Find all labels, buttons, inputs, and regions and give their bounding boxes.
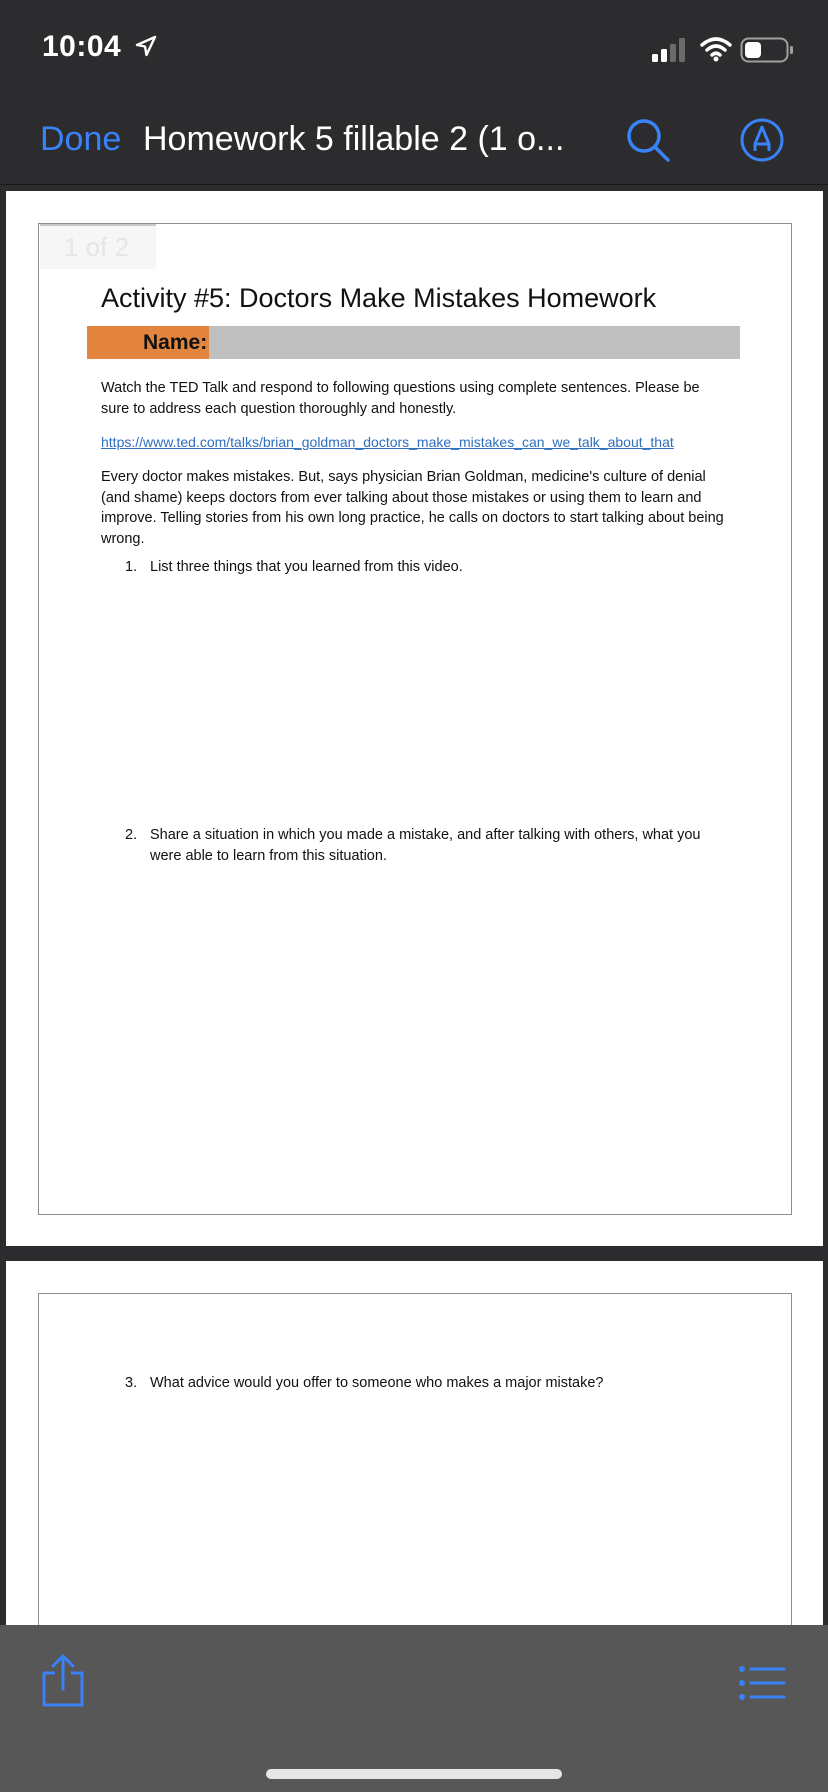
activity-title: Activity #5: Doctors Make Mistakes Homework xyxy=(101,283,657,313)
search-icon[interactable] xyxy=(624,116,672,164)
document-viewer[interactable] xyxy=(0,185,828,1625)
share-icon[interactable] xyxy=(40,1653,86,1707)
instructions-paragraph: Watch the TED Talk and respond to following questions using complete sentences. Please be sure to address each question thoroughly and honestly. xyxy=(101,380,700,417)
question-1 xyxy=(125,557,735,578)
document-title: Homework 5 fillable 2 (1 o... xyxy=(143,120,565,158)
question-2 xyxy=(125,825,735,866)
question-number: 2. xyxy=(125,827,138,843)
done-button[interactable]: Done xyxy=(40,120,122,158)
markup-pen-icon[interactable] xyxy=(738,116,786,164)
bottom-toolbar xyxy=(0,1625,828,1792)
question-3 xyxy=(125,1373,735,1394)
status-bar xyxy=(0,0,828,96)
question-number: 3. xyxy=(125,1375,138,1391)
page-indicator: 1 of 2 xyxy=(40,225,156,269)
pdf-page-1 xyxy=(6,191,823,1246)
battery-icon xyxy=(740,36,796,64)
page-border xyxy=(38,223,792,1215)
summary-paragraph: Every doctor makes mistakes. But, says physician Brian Goldman, medicine's culture of denial (and shame) keeps doctors from ever talking about those mistakes or using them to learn and improve. Telling stories from his own long practice, he calls on doctors to start talking about being wrong. xyxy=(101,469,724,547)
name-field[interactable] xyxy=(87,326,740,359)
question-text: What advice would you offer to someone who makes a major mistake? xyxy=(150,1375,604,1391)
pdf-page-2 xyxy=(6,1261,823,1625)
page-border xyxy=(38,1293,792,1625)
location-arrow-icon xyxy=(134,34,158,58)
home-indicator[interactable] xyxy=(266,1769,562,1779)
ted-talk-link[interactable]: https://www.ted.com/talks/brian_goldman_doctors_make_mistakes_can_we_talk_about_that xyxy=(101,434,674,450)
name-label: Name: xyxy=(87,326,209,359)
nav-bar xyxy=(0,96,828,185)
cellular-signal-icon xyxy=(652,38,692,62)
question-number: 1. xyxy=(125,559,138,575)
wifi-icon xyxy=(700,36,732,62)
question-text: List three things that you learned from this video. xyxy=(150,559,463,575)
list-icon[interactable] xyxy=(738,1665,786,1701)
question-text: Share a situation in which you made a mistake, and after talking with others, what you were able to learn from this situation. xyxy=(150,827,701,864)
status-time: 10:04 xyxy=(42,30,122,63)
